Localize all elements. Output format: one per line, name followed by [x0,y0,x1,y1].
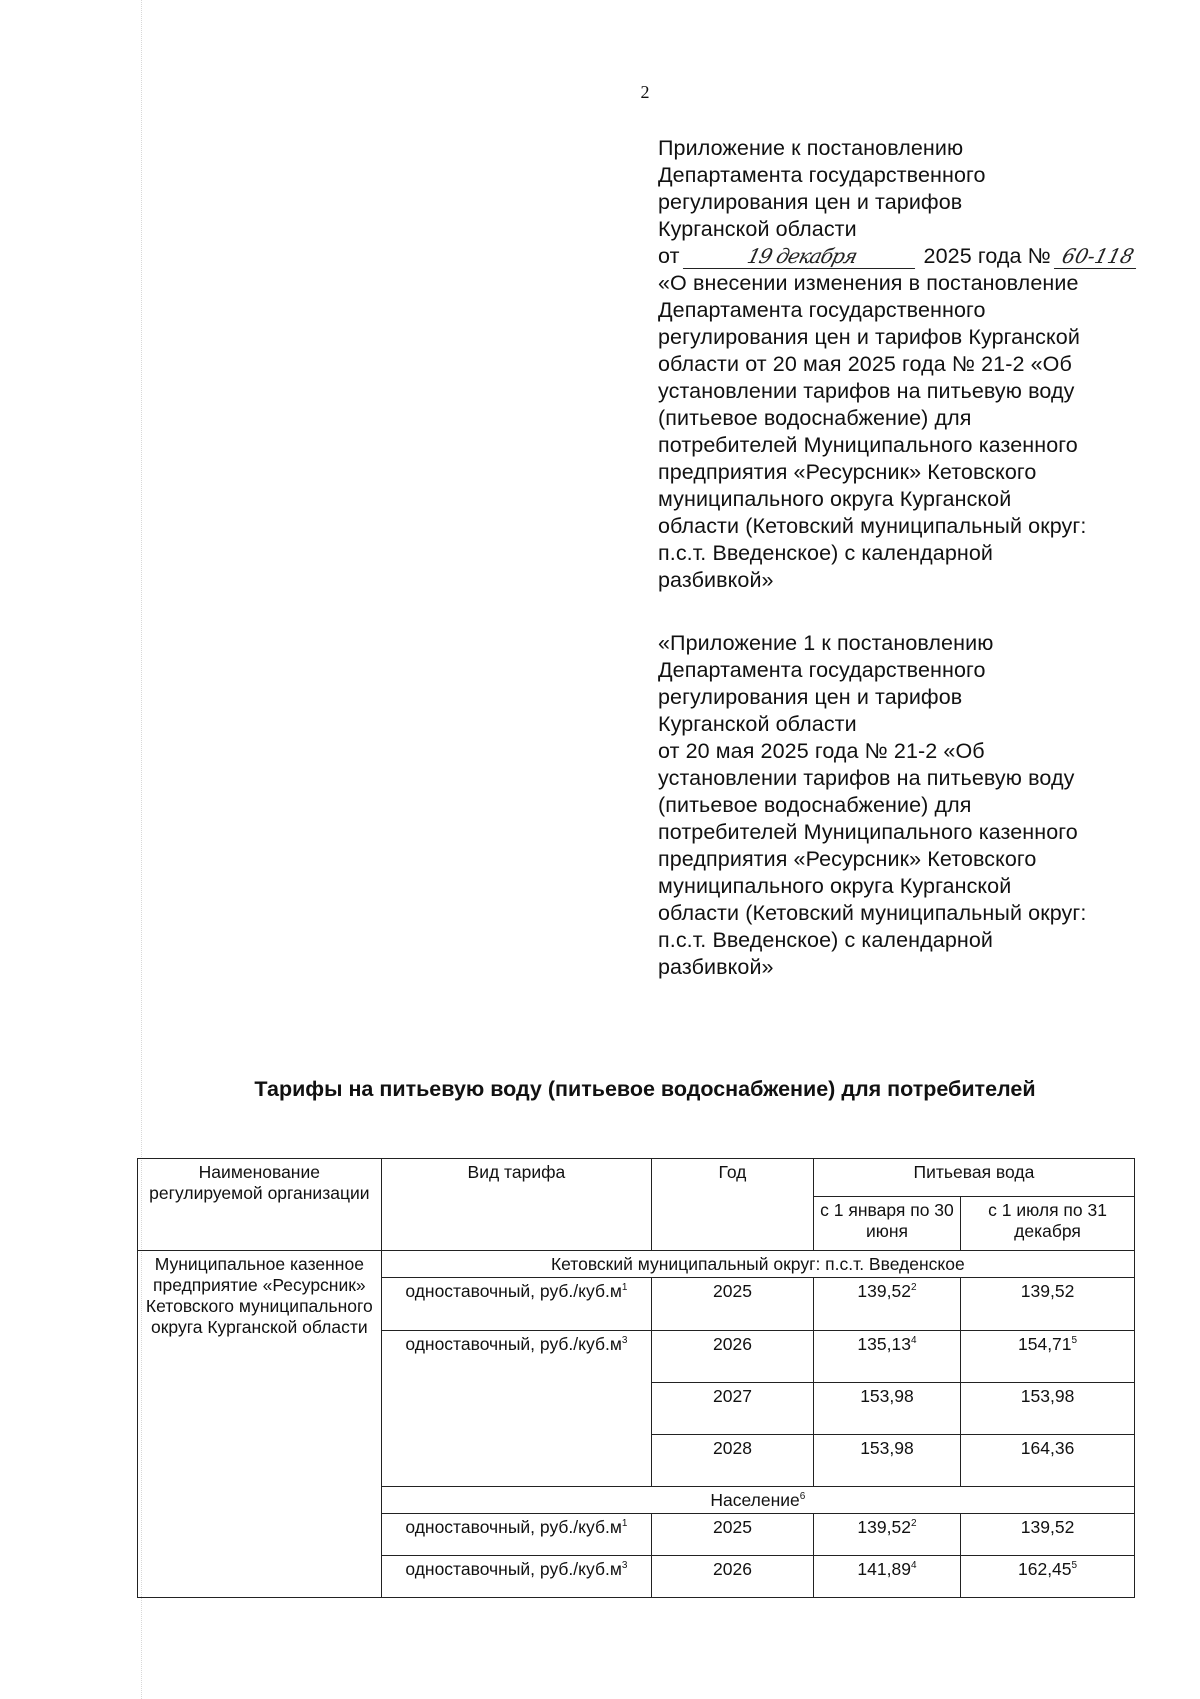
value-period-2 [961,1514,1135,1556]
header-title-line: муниципального округа Курганской [658,487,1012,511]
year-cell: 2026 [652,1556,814,1598]
appendix1-line: Курганской области [658,712,857,736]
value-period-1 [813,1435,960,1487]
tariff-unit-text: одноставочный, руб./куб.м [405,1334,622,1354]
header-line: Департамента государственного [658,163,986,187]
value-text: 139,52 [1020,1281,1075,1301]
appendix1-line: от 20 мая 2025 года № 21-2 «Об [658,739,985,763]
header-title-line: предприятия «Ресурсник» Кетовского [658,460,1037,484]
footnote-ref: 5 [1071,1335,1078,1347]
section-label-ketovsky: Кетовский муниципальный округ: п.с.т. Введенское [381,1251,1134,1278]
header-title-line: установлении тарифов на питьевую воду [658,379,1075,403]
header-title-line: области от 20 мая 2025 года № 21-2 «Об [658,352,1072,376]
footnote-ref: 5 [1071,1560,1078,1572]
tariff-unit-text: одноставочный, руб./куб.м [405,1559,622,1579]
value-period-1 [813,1514,960,1556]
appendix1-line: области (Кетовский муниципальный округ: [658,901,1087,925]
year-cell: 2025 [652,1278,814,1331]
table-header-row [138,1159,1135,1197]
value-period-2 [961,1556,1135,1598]
value-text: 153,98 [860,1438,914,1458]
appendix1-line: регулирования цен и тарифов [658,685,963,709]
header-org-name: Наименование регулируемой организации [138,1159,382,1251]
value-period-2 [961,1435,1135,1487]
tariffs-table [137,1158,1135,1598]
header-title-line: потребителей Муниципального казенного [658,433,1078,457]
appendix1-line: предприятия «Ресурсник» Кетовского [658,847,1037,871]
footnote-ref: 6 [799,1491,806,1503]
value-period-2 [961,1278,1135,1331]
value-text: 153,98 [1020,1386,1075,1406]
page-number: 2 [640,82,650,102]
value-period-1 [813,1278,960,1331]
appendix1-line: (питьевое водоснабжение) для [658,793,972,817]
appendix1-line: установлении тарифов на питьевую воду [658,766,1075,790]
section-label-population [381,1487,1134,1514]
footnote-ref: 2 [910,1518,917,1530]
tariff-type-cell [381,1514,651,1556]
header-line: регулирования цен и тарифов [658,190,963,214]
header-drinking-water: Питьевая вода [813,1159,1134,1197]
appendix1-header [658,630,1178,981]
table-title: Тарифы на питьевую воду (питьевое водоснабжение) для потребителей [254,1077,1036,1101]
header-title-line: разбивкой» [658,568,774,592]
footnote-ref: 3 [621,1335,628,1347]
header-title-line: п.с.т. Введенское) с календарной [658,541,994,565]
year-cell: 2027 [652,1383,814,1435]
tariff-type-cell [381,1278,651,1331]
header-line: Курганской области [658,217,857,241]
appendix1-line: разбивкой» [658,955,774,979]
date-suffix: 2025 года № [923,244,1051,268]
appendix1-line: п.с.т. Введенское) с календарной [658,928,994,952]
footnote-ref: 4 [910,1560,917,1572]
header-title-line: «О внесении изменения в постановление [658,271,1079,295]
footnote-ref: 4 [910,1335,917,1347]
value-text: 141,89 [857,1559,911,1579]
value-text: 164,36 [1020,1438,1075,1458]
footnote-ref: 2 [910,1282,917,1294]
date-number-line [658,243,1178,270]
value-period-1 [813,1383,960,1435]
footnote-ref: 1 [621,1282,628,1294]
appendix1-line: потребителей Муниципального казенного [658,820,1078,844]
value-period-2 [961,1383,1135,1435]
tariff-type-cell [381,1331,651,1487]
year-cell: 2028 [652,1435,814,1487]
header-period-1: с 1 января по 30 июня [813,1197,960,1251]
value-text: 153,98 [860,1386,914,1406]
header-title-line: (питьевое водоснабжение) для [658,406,972,430]
value-text: 139,52 [857,1281,911,1301]
footnote-ref: 1 [621,1518,628,1530]
header-tariff-type: Вид тарифа [381,1159,651,1251]
value-text: 139,52 [1020,1517,1075,1537]
appendix-header [658,135,1178,594]
tariff-type-cell [381,1556,651,1598]
header-period-2: с 1 июля по 31 декабря [961,1197,1135,1251]
header-title-line: области (Кетовский муниципальный округ: [658,514,1087,538]
header-title-line: регулирования цен и тарифов Курганской [658,325,1080,349]
header-title-line: Департамента государственного [658,298,986,322]
date-prefix: от [658,244,680,268]
value-text: 135,13 [857,1334,911,1354]
organization-name-cell: Муниципальное казенное предприятие «Ресурсник» Кетовского муниципального округа Курганской области [138,1251,382,1598]
year-cell: 2026 [652,1331,814,1383]
section-row [138,1251,1135,1278]
appendix1-line: «Приложение 1 к постановлению [658,631,994,655]
value-text: 162,45 [1018,1559,1072,1579]
value-text: 154,71 [1018,1334,1072,1354]
value-period-1 [813,1331,960,1383]
appendix1-line: Департамента государственного [658,658,986,682]
header-line: Приложение к постановлению [658,136,964,160]
tariff-unit-text: одноставочный, руб./куб.м [405,1281,622,1301]
tariff-unit-text: одноставочный, руб./куб.м [405,1517,622,1537]
footnote-ref: 3 [621,1560,628,1572]
appendix1-line: муниципального округа Курганской [658,874,1012,898]
section-label-text: Население [710,1490,800,1510]
value-period-1 [813,1556,960,1598]
value-text: 139,52 [857,1517,911,1537]
header-year: Год [652,1159,814,1251]
handwritten-number: 60-118 [1054,244,1142,269]
value-period-2 [961,1331,1135,1383]
handwritten-date: 19 декабря [682,244,920,269]
year-cell: 2025 [652,1514,814,1556]
